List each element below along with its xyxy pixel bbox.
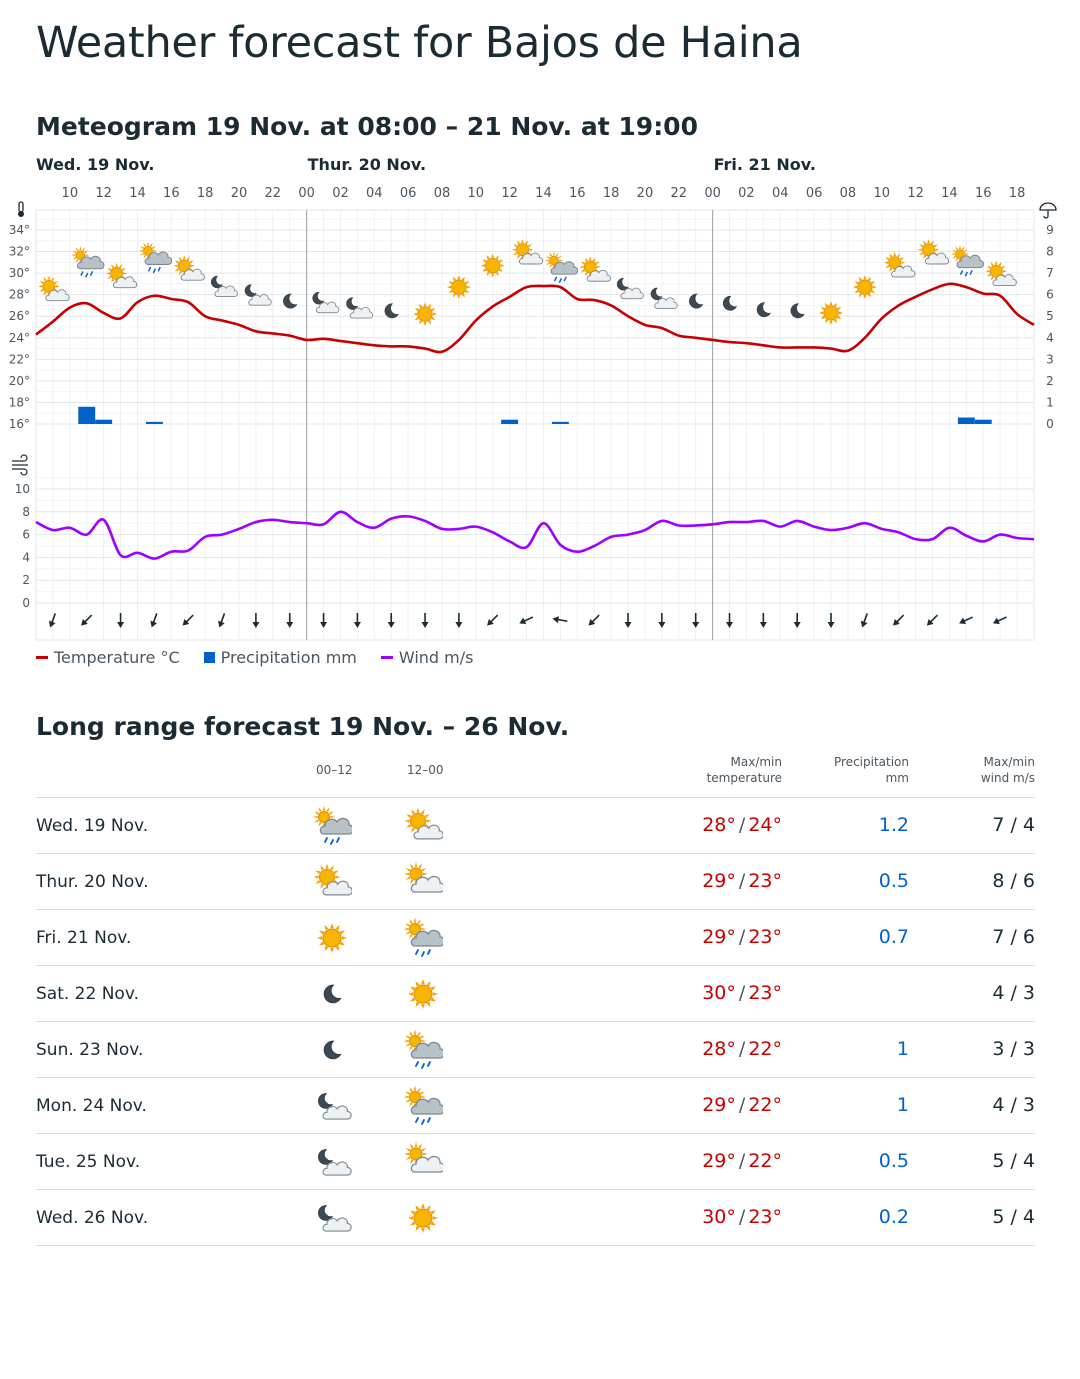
hour-tick-label: 00 [704,186,721,201]
hour-tick-label: 08 [433,186,451,201]
precipitation-value: 1 [896,1094,909,1116]
temperature-tick-label: 24° [8,330,30,345]
precipitation-bar [78,407,95,424]
table-row[interactable] [36,1078,1035,1134]
precipitation-value: 0.5 [878,870,909,892]
meteogram-chart [0,150,1080,645]
header-wind [981,754,1035,786]
hour-tick-label: 22 [264,186,282,201]
max-temperature: 30° [702,982,736,1004]
temperature-separator: / [738,926,746,948]
temperature-separator: / [738,870,746,892]
wind-line [36,512,1034,559]
partly-cloudy-night-icon [617,278,643,299]
wind-direction-arrow [828,613,835,628]
day-label: Wed. 19 Nov. [36,816,149,836]
wind-value: 4 / 3 [992,982,1035,1004]
hour-tick-label: 12 [95,186,112,201]
cloudy-sun-icon [403,1142,443,1182]
legend-wind [381,648,474,667]
partly-cloudy-day-icon [579,256,610,281]
cloudy-rain-sun-icon [545,251,578,282]
precipitation-bar [501,420,518,424]
precipitation-tick-label: 5 [1046,309,1054,324]
max-min-temperature [702,1038,782,1060]
min-temperature: 22° [748,1094,782,1116]
max-min-temperature [702,814,782,836]
partly-cloudy-night-icon [211,276,237,297]
temperature-tick-label: 18° [8,395,30,410]
legend-precipitation-swatch [204,652,215,663]
long-range-header [36,748,1035,798]
table-row[interactable] [36,910,1035,966]
wind-value: 7 / 6 [992,926,1035,948]
max-temperature: 28° [702,814,736,836]
long-range-rows [36,798,1035,1246]
partly-cloudy-night-icon [346,298,372,319]
wind-value: 3 / 3 [992,1038,1035,1060]
min-temperature: 23° [748,1206,782,1228]
partly-cloudy-night-icon [313,292,339,313]
wind-direction-arrow [117,613,124,628]
wind-tick-label: 2 [22,573,30,588]
hour-tick-label: 10 [873,186,891,201]
legend-temperature [36,648,180,667]
cloudy-rain-sun-icon [951,245,984,276]
wind-tick-label: 6 [22,527,30,542]
wind-direction-arrow [388,613,395,628]
hour-tick-label: 18 [602,186,620,201]
wind-value: 7 / 4 [992,814,1035,836]
header-precipitation-line1: Precipitation [833,755,909,769]
hour-tick-label: 14 [941,186,958,201]
long-range-table [36,748,1035,1246]
max-min-temperature [702,926,782,948]
temperature-separator: / [738,1094,746,1116]
precipitation-tick-label: 6 [1046,287,1054,302]
day-label: Sun. 23 Nov. [36,1040,144,1060]
max-temperature: 30° [702,1206,736,1228]
wind-direction-arrow [455,613,462,628]
sun-icon [481,254,505,278]
legend-precipitation-label: Precipitation mm [220,648,357,667]
table-row[interactable] [36,1190,1035,1246]
table-row[interactable] [36,1134,1035,1190]
temperature-line [36,284,1034,352]
wind-value: 5 / 4 [992,1150,1035,1172]
sun-icon [853,275,877,299]
table-row[interactable] [36,1022,1035,1078]
header-precipitation [834,754,909,786]
hour-tick-label: 22 [670,186,688,201]
cloudy-rain-sun-icon [403,1086,443,1126]
sun-icon [403,1198,443,1238]
hour-tick-label: 02 [738,186,755,201]
precipitation-value: 0.5 [878,1150,909,1172]
table-row[interactable] [36,966,1035,1022]
wind-direction-arrow [354,613,361,628]
precipitation-value: 0.2 [878,1206,909,1228]
temperature-tick-label: 32° [8,244,30,259]
partly-cloudy-night-icon [312,1086,352,1126]
max-min-temperature [702,1150,782,1172]
hour-tick-label: 00 [298,186,315,201]
temperature-tick-label: 34° [8,223,30,237]
max-min-temperature [702,1094,782,1116]
wind-value: 5 / 4 [992,1206,1035,1228]
cloudy-rain-sun-icon [403,918,443,958]
hour-tick-label: 16 [974,186,992,201]
temperature-separator: / [738,1038,746,1060]
header-precipitation-line2: mm [885,771,909,785]
precipitation-value: 1.2 [878,814,909,836]
hour-tick-label: 06 [399,186,417,201]
min-temperature: 24° [748,814,782,836]
wind-icon [12,455,28,475]
wind-direction-arrow [760,613,767,628]
temperature-tick-label: 28° [8,287,30,302]
header-period-day: 12–00 [407,763,444,777]
day-label: Sat. 22 Nov. [36,984,139,1004]
max-temperature: 29° [702,1094,736,1116]
sun-icon [819,301,843,325]
min-temperature: 23° [748,926,782,948]
cloudy-sun-icon [403,862,443,902]
legend-wind-swatch [381,656,393,659]
precipitation-tick-label: 3 [1046,352,1054,367]
sun-icon [403,974,443,1014]
table-row[interactable] [36,854,1035,910]
wind-tick-label: 8 [22,504,30,519]
day-label: Wed. 19 Nov. [36,155,155,174]
thermometer-icon [18,202,24,217]
precipitation-tick-label: 9 [1046,223,1054,237]
cloudy-rain-sun-icon [71,246,104,277]
hour-tick-label: 18 [1008,186,1026,201]
hour-tick-label: 20 [636,186,654,201]
wind-direction-arrow [726,613,733,628]
day-label: Mon. 24 Nov. [36,1096,147,1116]
max-temperature: 29° [702,870,736,892]
partly-cloudy-day-icon [173,255,204,280]
temperature-tick-label: 22° [8,352,30,367]
max-min-temperature [702,982,782,1004]
temperature-tick-label: 20° [8,373,30,388]
long-range-title: Long range forecast 19 Nov. – 26 Nov. [36,712,570,741]
hour-tick-label: 14 [535,186,552,201]
precipitation-tick-label: 0 [1046,417,1054,431]
temperature-separator: / [738,1150,746,1172]
hour-tick-label: 18 [196,186,214,201]
moon-icon [312,974,352,1014]
precipitation-bar [95,420,112,424]
wind-direction-arrow [794,613,801,628]
hour-tick-label: 04 [771,186,789,201]
hour-tick-label: 12 [501,186,518,201]
wind-tick-label: 10 [14,482,30,496]
precipitation-bar [146,422,163,424]
hour-tick-label: 16 [163,186,180,201]
precipitation-tick-label: 4 [1046,330,1054,345]
precipitation-value: 1 [896,1038,909,1060]
max-temperature: 28° [702,1038,736,1060]
wind-direction-arrow [692,613,699,628]
meteogram-legend [36,648,473,667]
temperature-tick-label: 26° [8,309,30,324]
temperature-tick-label: 30° [8,266,30,281]
hour-tick-label: 04 [366,186,383,201]
partly-cloudy-day-icon [38,276,69,301]
min-temperature: 23° [748,982,782,1004]
partly-cloudy-day-icon [403,806,443,846]
precipitation-bar [958,418,975,424]
day-label: Fri. 21 Nov. [713,155,816,174]
min-temperature: 22° [748,1150,782,1172]
legend-precipitation [204,648,357,667]
partly-cloudy-night-icon [312,1198,352,1238]
moon-icon [312,1030,352,1070]
temperature-tick-label: 16° [8,417,30,431]
max-temperature: 29° [702,926,736,948]
legend-temperature-swatch [36,656,48,659]
day-label: Thur. 20 Nov. [307,155,427,174]
hour-tick-label: 16 [569,186,586,201]
max-min-temperature [702,870,782,892]
wind-value: 4 / 3 [992,1094,1035,1116]
day-label: Tue. 25 Nov. [36,1152,141,1172]
temperature-separator: / [738,814,746,836]
wind-tick-label: 0 [22,596,30,610]
legend-wind-label: Wind m/s [398,648,474,667]
wind-direction-arrow [320,613,327,628]
hour-tick-label: 06 [805,186,823,201]
hour-tick-label: 10 [467,186,485,201]
header-temperature-line1: Max/min [730,755,782,769]
header-wind-line2: wind m/s [980,771,1035,785]
max-temperature: 29° [702,1150,736,1172]
header-temperature-line2: temperature [706,771,782,785]
wind-direction-arrow [625,613,632,628]
wind-direction-arrow [422,613,429,628]
wind-value: 8 / 6 [992,870,1035,892]
min-temperature: 23° [748,870,782,892]
day-label: Thur. 20 Nov. [36,872,149,892]
sun-icon [312,918,352,958]
hour-tick-label: 08 [839,186,857,201]
precipitation-tick-label: 8 [1046,244,1054,259]
hour-tick-label: 14 [129,186,146,201]
cloudy-rain-sun-icon [312,806,352,846]
wind-direction-arrow [252,613,259,628]
page-title: Weather forecast for Bajos de Haina [36,18,803,68]
hour-tick-label: 10 [61,186,79,201]
partly-cloudy-night-icon [651,288,677,309]
wind-direction-arrow [286,613,293,628]
temperature-separator: / [738,1206,746,1228]
max-min-temperature [702,1206,782,1228]
hour-tick-label: 12 [907,186,924,201]
wind-tick-label: 4 [22,550,30,565]
sun-icon [447,275,471,299]
legend-temperature-label: Temperature °C [54,648,180,667]
cloudy-rain-sun-icon [403,1030,443,1070]
table-row[interactable] [36,798,1035,854]
precipitation-tick-label: 2 [1046,373,1054,388]
header-temperature [707,754,782,786]
partly-cloudy-day-icon [312,862,352,902]
precipitation-bar [975,420,992,424]
min-temperature: 22° [748,1038,782,1060]
hour-tick-label: 02 [332,186,349,201]
precipitation-bar [552,422,569,424]
umbrella-icon [1040,203,1056,218]
precipitation-tick-label: 7 [1046,266,1054,281]
meteogram-title: Meteogram 19 Nov. at 08:00 – 21 Nov. at 19:00 [36,112,698,141]
temperature-separator: / [738,982,746,1004]
hour-tick-label: 20 [230,186,248,201]
day-label: Wed. 26 Nov. [36,1208,149,1228]
precipitation-value: 0.7 [878,926,909,948]
header-wind-line1: Max/min [983,755,1035,769]
partly-cloudy-night-icon [312,1142,352,1182]
wind-direction-arrow [658,613,665,628]
day-label: Fri. 21 Nov. [36,928,132,948]
precipitation-tick-label: 1 [1046,395,1054,410]
cloudy-rain-sun-icon [139,242,172,273]
header-period-night: 00–12 [316,763,353,777]
